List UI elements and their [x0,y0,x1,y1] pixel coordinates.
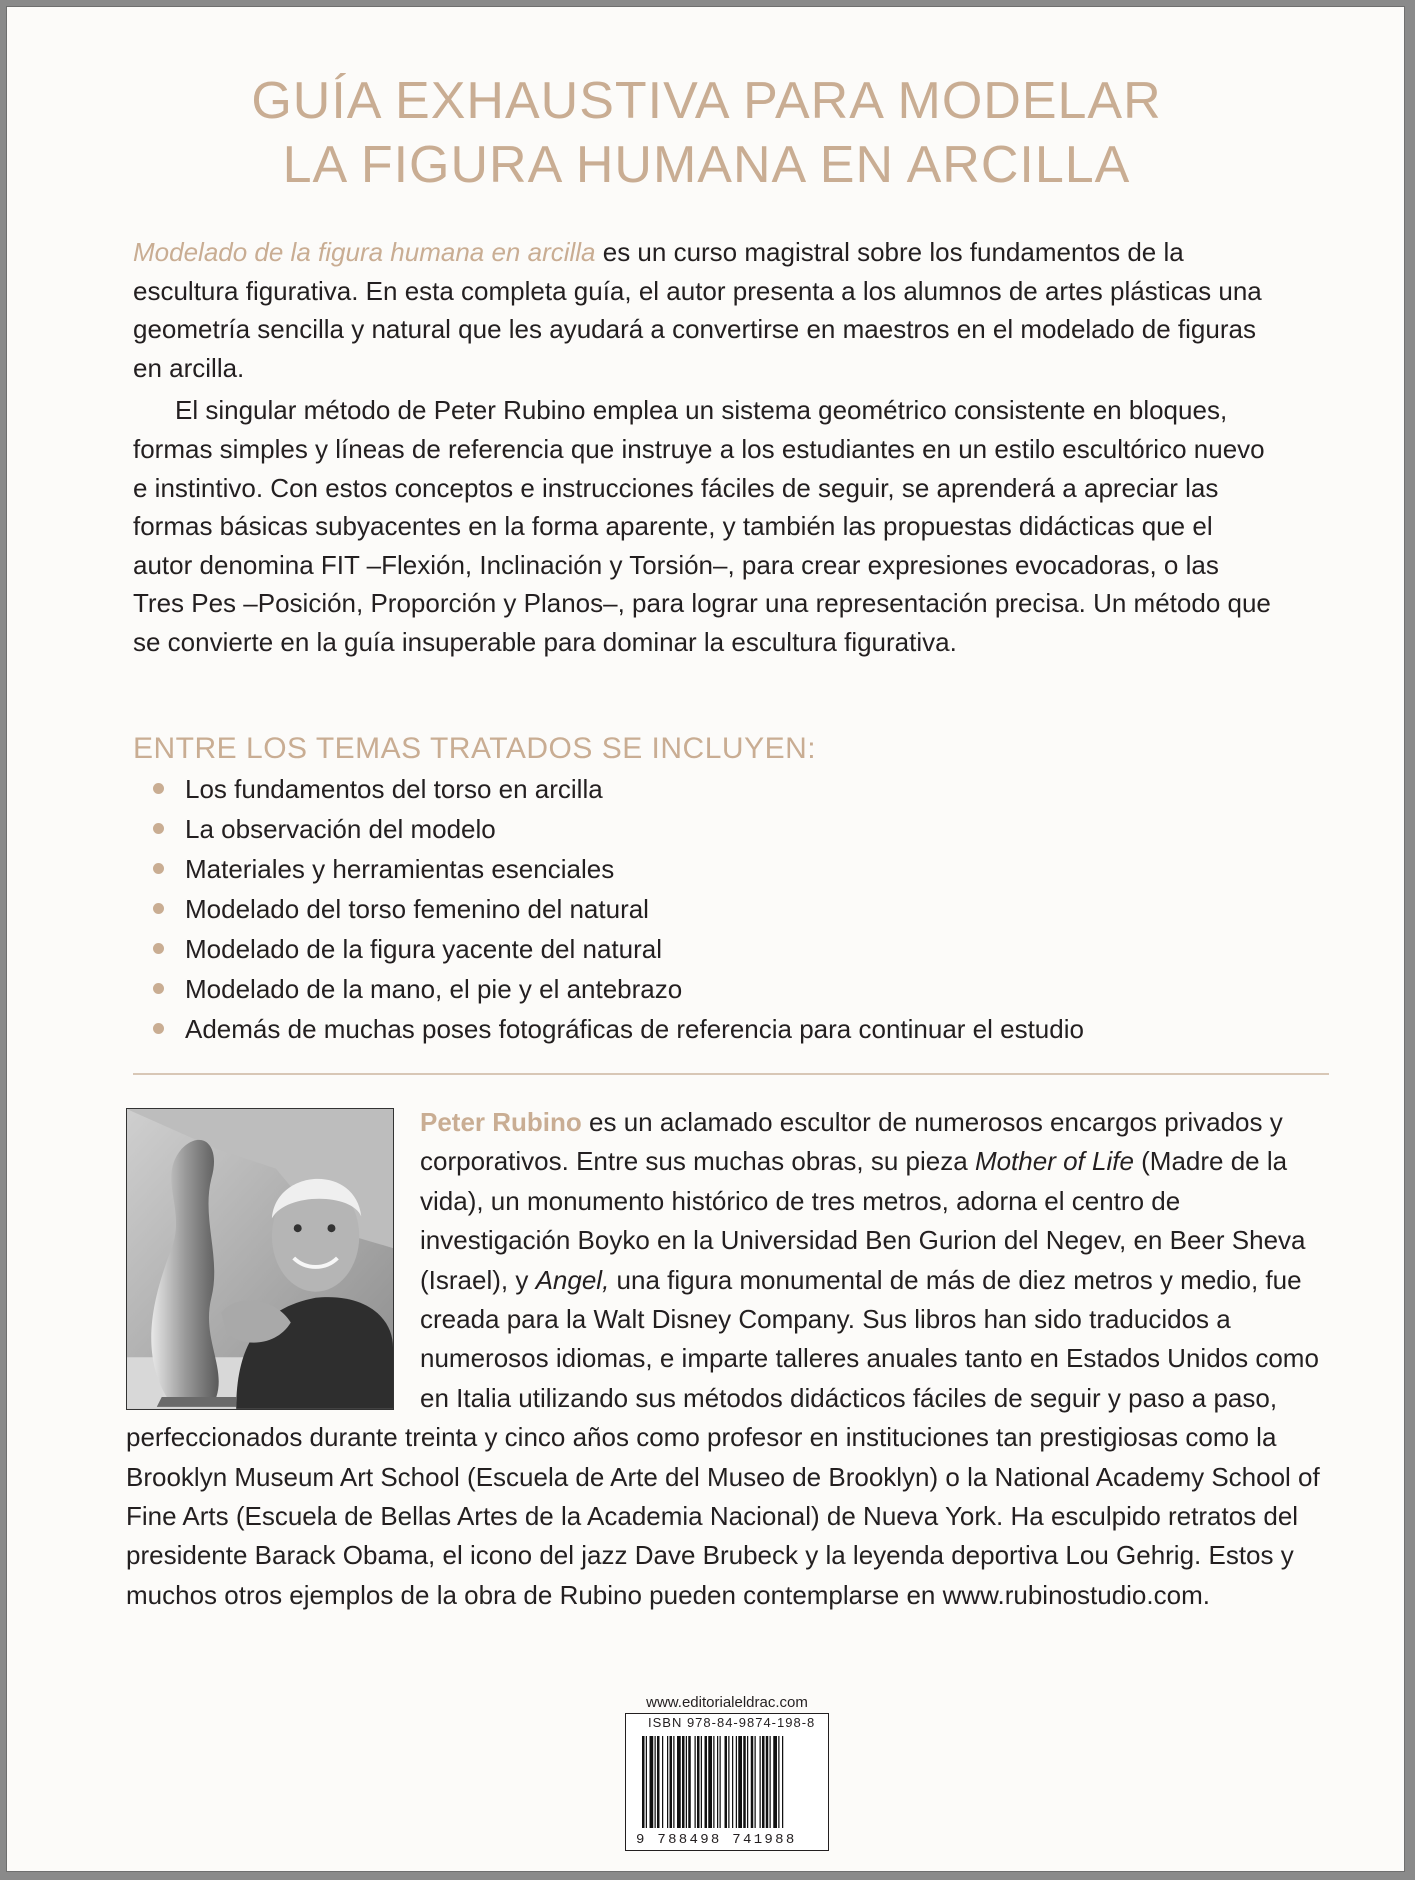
barcode-bar [762,1736,765,1828]
barcode-bar [778,1736,779,1828]
cover-title [7,69,1405,197]
topics-heading: ENTRE LOS TEMAS TRATADOS SE INCLUYEN: [133,732,817,765]
bullet-icon [153,1023,164,1034]
barcode-bar [662,1736,663,1828]
barcode-icon [642,1736,814,1828]
barcode-bar [673,1736,674,1828]
barcode-bar [705,1736,708,1828]
barcode-bar [773,1736,777,1828]
barcode-bar [657,1736,660,1828]
barcode-bar [728,1736,729,1828]
section-divider [133,1073,1329,1075]
list-item: Modelado del torso femenino del natural [185,889,1285,929]
bullet-icon [153,943,164,954]
barcode-bar [670,1736,673,1828]
title-line-2: LA FIGURA HUMANA EN ARCILLA [282,136,1131,194]
barcode-bar [701,1736,702,1828]
list-item: Los fundamentos del torso en arcilla [185,769,1285,809]
book-title: Modelado de la figura humana en arcilla [133,237,596,267]
intro-paragraph-2: El singular método de Peter Rubino emplea un sistema geométrico consistente en bloques, formas simples y líneas de referencia que instruye a los estudiantes en un estilo escultórico nuevo e instintivo. Con estos conceptos e instrucciones fáciles de seguir, se aprenderá a apreciar las formas básicas subyacentes en la forma aparente, y también las propuestas didácticas que el autor denomina FIT –Flexión, Inclinación y Torsión–, para crear expresiones evocadoras, o las Tres Pes –Posición, Proporción y Planos–, para lograr una representación precisa. Un método que se convierte en la guía insuperable para dominar la escultura figurativa. [133,395,1271,657]
barcode-bar [682,1736,685,1828]
list-item: Modelado de la figura yacente del natural [185,929,1285,969]
barcode-bar [717,1736,718,1828]
list-item: Modelado de la mano, el pie y el antebrazo [185,969,1285,1009]
barcode-bar [646,1736,647,1828]
bullet-icon [153,863,164,874]
barcode-bar [677,1736,681,1828]
barcode-bar [655,1736,656,1828]
list-item: Materiales y herramientas esenciales [185,849,1285,889]
topics-list [185,769,1285,1049]
barcode-bar [720,1736,721,1828]
barcode-bar [743,1736,746,1828]
barcode-bar [725,1736,728,1828]
barcode-bar [688,1736,691,1828]
barcode-bar [751,1736,754,1828]
author-text-3: una figura monumental de más de diez metros y medio, fue creada para la Walt Disney Company. Sus libros han sido traducidos a numerosos idiomas, e imparte talleres anuales tanto en Estados Unidos como en Italia utilizando sus métodos didácticos fáciles de seguir y paso a paso, perfeccionados durante treinta y cinco años como profesor en instituciones tan prestigiosas como la Brooklyn Museum Art School (Escuela de Arte del Museo de Brooklyn) o la National Academy School of Fine Arts (Escuela de Bellas Artes de la Academia Nacional) de Nueva York. Ha esculpido retratos del presidente Barack Obama, el icono del jazz Dave Brubeck y la leyenda deportiva Lou Gehrig. Estos y muchos otros ejemplos de la obra de Rubino pueden contemplarse en www.rubinostudio.com. [126,1264,1320,1610]
barcode-bar [755,1736,756,1828]
intro-paragraph-1 [133,233,1273,387]
barcode-bar [747,1736,748,1828]
list-item: Además de muchas poses fotográficas de referencia para continuar el estudio [185,1009,1285,1049]
barcode-bar [642,1736,645,1828]
barcode-bar [667,1736,668,1828]
publisher-url: www.editorialeldrac.com [646,1694,808,1711]
list-item: La observación del modelo [185,809,1285,849]
barcode-bar [782,1736,783,1828]
bullet-icon [153,903,164,914]
intro-text [133,233,1273,662]
back-cover [6,6,1405,1872]
isbn-label: ISBN 978-84-9874-198-8 [648,1715,816,1730]
bullet-icon [153,983,164,994]
barcode-bar [697,1736,700,1828]
author-text-1: es un aclamado escultor de numerosos encargos privados y corporativos. Entre sus muchas obras, su pieza [420,1107,1283,1177]
barcode-bar [738,1736,742,1828]
barcode-bar [770,1736,771,1828]
barcode-bar [650,1736,654,1828]
barcode-bar [713,1736,714,1828]
barcode-block [625,1693,829,1855]
bullet-icon [153,783,164,794]
author-photo [126,1108,394,1410]
barcode-bar [708,1736,712,1828]
work-title-mother-of-life: Mother of Life [974,1146,1134,1177]
barcode-bar [686,1736,687,1828]
title-line-1: GUÍA EXHAUSTIVA PARA MODELAR [251,72,1162,130]
author-bio [126,1103,1326,1615]
work-title-angel: Angel, [535,1264,610,1295]
author-text-2: (Madre de la vida), un monumento histórico de tres metros, adorna el centro de investigación Boyko en la Universidad Ben Gurion del Negev, en Beer Sheva (Israel), y [420,1146,1306,1295]
author-name: Peter Rubino [420,1107,582,1137]
barcode-frame [625,1713,829,1851]
barcode-bar [766,1736,769,1828]
barcode-bar [760,1736,761,1828]
barcode-bar [732,1736,733,1828]
barcode-digits: 9 788498 741988 [636,1832,797,1848]
intro-paragraph-1-text: es un curso magistral sobre los fundamentos de la escultura figurativa. En esta completa guía, el autor presenta a los alumnos de artes plásticas una geometría sencilla y natural que les ayudará a convertirse en maestros en el modelado de figuras en arcilla. [133,237,1262,383]
barcode-bar [695,1736,696,1828]
barcode-bar [736,1736,737,1828]
bullet-icon [153,823,164,834]
